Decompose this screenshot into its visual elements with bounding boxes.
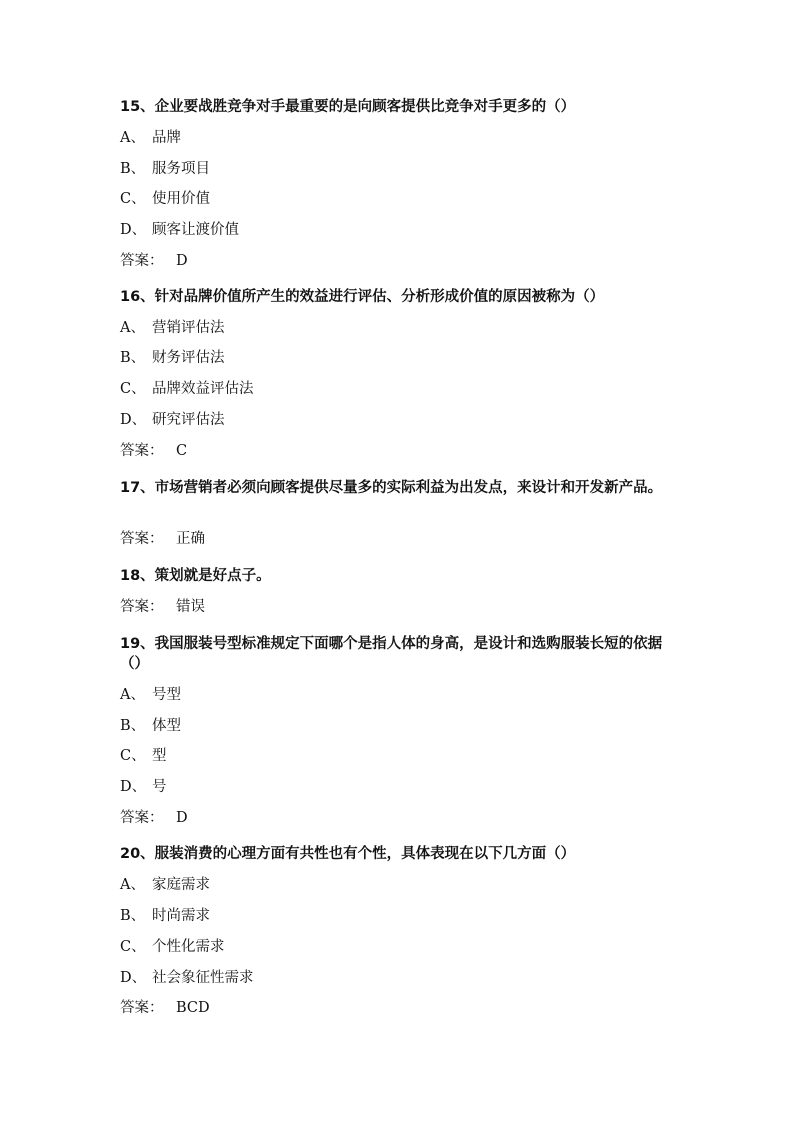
option-letter: B、 — [120, 908, 146, 924]
answer-value: 正确 — [176, 531, 205, 547]
option-d — [120, 777, 167, 797]
option-text: 服务项目 — [152, 161, 210, 177]
question-15: 15、企业要战胜竞争对手最重要的是向顾客提供比竞争对手更多的（） — [120, 99, 576, 115]
option-b — [120, 348, 225, 368]
option-text: 研究评估法 — [152, 412, 225, 428]
option-text: 品牌效益评估法 — [152, 381, 254, 397]
answer — [120, 529, 205, 549]
answer — [120, 441, 187, 461]
answer-value: BCD — [176, 1000, 210, 1016]
option-a — [120, 685, 181, 705]
answer-label: 答案： — [120, 1000, 164, 1016]
option-letter: B、 — [120, 350, 146, 366]
option-b — [120, 159, 210, 179]
answer-value: D — [176, 253, 188, 269]
question-18: 18、策划就是好点子。 — [120, 568, 271, 584]
option-text: 社会象征性需求 — [152, 970, 254, 986]
answer — [120, 808, 188, 828]
option-letter: D、 — [120, 222, 147, 238]
option-text: 品牌 — [152, 130, 181, 146]
option-c — [120, 379, 254, 399]
option-letter: B、 — [120, 718, 146, 734]
answer-value: C — [176, 443, 188, 459]
option-d — [120, 220, 239, 240]
answer-value: D — [176, 810, 188, 826]
question-16: 16、针对品牌价值所产生的效益进行评估、分析形成价值的原因被称为（） — [120, 289, 605, 305]
answer-label: 答案： — [120, 599, 164, 615]
option-letter: A、 — [120, 130, 145, 146]
answer — [120, 597, 205, 617]
option-letter: B、 — [120, 161, 146, 177]
option-d — [120, 968, 254, 988]
option-text: 个性化需求 — [152, 939, 225, 955]
answer — [120, 998, 210, 1018]
option-c — [120, 746, 167, 766]
option-c — [120, 189, 210, 209]
option-letter: C、 — [120, 381, 146, 397]
option-letter: D、 — [120, 970, 147, 986]
answer — [120, 251, 188, 271]
option-text: 型 — [152, 748, 167, 764]
option-text: 号 — [152, 779, 167, 795]
question-17: 17、市场营销者必须向顾客提供尽量多的实际利益为出发点，来设计和开发新产品。 — [120, 480, 663, 496]
option-a — [120, 318, 225, 338]
option-b — [120, 906, 210, 926]
option-text: 顾客让渡价值 — [152, 222, 239, 238]
option-letter: C、 — [120, 748, 146, 764]
option-a — [120, 875, 210, 895]
option-c — [120, 937, 225, 957]
option-letter: C、 — [120, 191, 146, 207]
question-19: 19、我国服装号型标准规定下面哪个是指人体的身高，是设计和选购服装长短的依据（） — [120, 636, 663, 672]
option-letter: A、 — [120, 877, 145, 893]
option-text: 使用价值 — [152, 191, 210, 207]
answer-label: 答案： — [120, 531, 164, 547]
option-text: 号型 — [152, 687, 181, 703]
answer-value: 错误 — [176, 599, 205, 615]
option-letter: A、 — [120, 320, 145, 336]
option-letter: C、 — [120, 939, 146, 955]
option-b — [120, 716, 181, 736]
option-letter: A、 — [120, 687, 145, 703]
answer-label: 答案： — [120, 253, 164, 269]
question-20: 20、服装消费的心理方面有共性也有个性，具体表现在以下几方面（） — [120, 846, 576, 862]
answer-label: 答案： — [120, 810, 164, 826]
option-d — [120, 410, 225, 430]
option-text: 时尚需求 — [152, 908, 210, 924]
answer-label: 答案： — [120, 443, 164, 459]
option-letter: D、 — [120, 779, 147, 795]
option-text: 财务评估法 — [152, 350, 225, 366]
option-a — [120, 128, 181, 148]
option-text: 营销评估法 — [152, 320, 225, 336]
option-text: 体型 — [152, 718, 181, 734]
option-letter: D、 — [120, 412, 147, 428]
option-text: 家庭需求 — [152, 877, 210, 893]
